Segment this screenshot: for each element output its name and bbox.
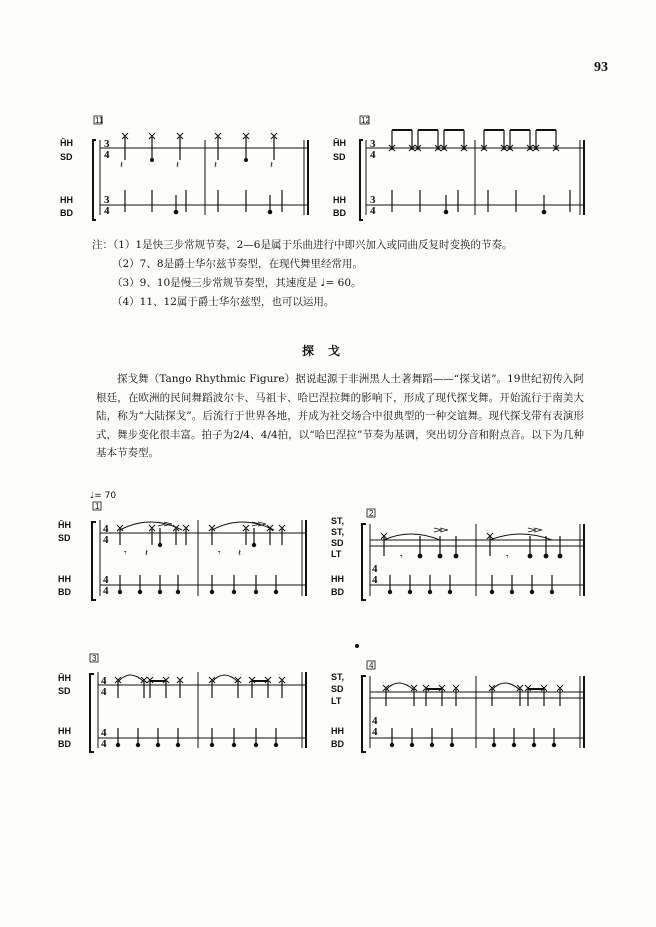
svg-text:3: 3 — [104, 194, 110, 206]
ex12-label-sd: SD — [333, 152, 346, 162]
svg-text:3: 3 — [104, 138, 110, 150]
svg-text:𝄽: 𝄽 — [176, 160, 180, 171]
svg-text:4: 4 — [103, 585, 109, 597]
svg-text:4: 4 — [372, 563, 378, 575]
svg-text:4: 4 — [104, 205, 110, 217]
tango-2-score — [362, 509, 584, 600]
t2-label-bd: BD — [331, 587, 344, 597]
t1-label-hh-top: H̄H — [58, 520, 71, 530]
t1-label-bd: BD — [58, 587, 71, 597]
svg-text:𝄽: 𝄽 — [120, 160, 124, 171]
svg-text:𝄽: 𝄽 — [238, 548, 242, 559]
t4-label-bd: BD — [331, 739, 344, 749]
t1-label-sd: SD — [58, 533, 71, 543]
svg-text:𝄾: 𝄾 — [218, 548, 221, 559]
t2-label-st1: ST, — [331, 516, 345, 526]
svg-text:4: 4 — [101, 686, 107, 698]
svg-text:4: 4 — [101, 675, 107, 687]
intro-paragraph — [96, 370, 584, 463]
example-12-number: 12 — [361, 116, 370, 125]
svg-text:4: 4 — [101, 727, 107, 739]
svg-text:𝄽: 𝄽 — [270, 160, 274, 171]
svg-text:4: 4 — [372, 574, 378, 586]
svg-text:𝄽: 𝄽 — [145, 548, 149, 559]
note-line: 注：（1）1是快三步常规节奏，2—6是属于乐曲进行中即兴加入或同曲反复时变换的节奏。 — [92, 239, 513, 251]
page-number: 93 — [594, 60, 608, 75]
svg-text:𝄾: 𝄾 — [124, 548, 127, 559]
svg-text:4: 4 — [103, 523, 109, 535]
t2-label-sd: SD — [331, 538, 344, 548]
svg-text:4: 4 — [370, 149, 376, 161]
example-11-score — [93, 116, 308, 220]
tango-4-number: 4 — [369, 661, 374, 670]
paragraph-text: 探戈舞（Tango Rhythmic Figure）据说起源于非洲黑人土著舞蹈——“探戈诺”。19世纪初传入阿根廷，在欧洲的民间舞蹈波尔卡、马祖卡、哈巴涅拉舞的影响下，形成了现代探戈舞。开始流行于南美大陆，称为“大陆探戈”。后流行于世界各地，并成为社交场合中很典型的一种交谊舞。现代探戈带有表演形式，舞步变化很丰富。拍子为2/4、4/4拍，以“哈巴涅拉”节奏为基调，突出切分音和附点音。以下为几种基本节奏型。 — [96, 373, 584, 459]
ex12-label-hh-top: H̄H — [333, 138, 346, 148]
svg-text:4: 4 — [372, 715, 378, 727]
t3-label-hh-top: H̄H — [58, 673, 71, 683]
ex11-label-sd: SD — [60, 152, 73, 162]
tango-4-score — [362, 661, 584, 752]
t4-label-hh: HH — [331, 726, 344, 736]
svg-text:𝄾: 𝄾 — [506, 552, 509, 563]
tango-3-number: 3 — [92, 654, 97, 663]
section-title: 探戈 — [301, 344, 354, 358]
ex12-label-hh: HH — [333, 195, 346, 205]
t3-label-hh: HH — [58, 726, 71, 736]
note-line: （3）9、10是慢三步常规节奏型，其速度是 ♩= 60。 — [112, 277, 362, 289]
ex11-label-bd: BD — [60, 208, 73, 218]
t2-label-lt: LT — [331, 549, 342, 559]
t3-label-bd: BD — [58, 739, 71, 749]
t2-label-st2: ST, — [331, 527, 345, 537]
svg-text:3: 3 — [370, 194, 376, 206]
ex11-label-hh-top: H̄H — [60, 138, 73, 148]
note-line: （2）7、8是爵士华尔兹节奏型，在现代舞里经常用。 — [112, 258, 364, 270]
t3-label-sd: SD — [58, 686, 71, 696]
tango-1-number: 1 — [95, 502, 100, 511]
t4-label-lt: LT — [331, 696, 342, 706]
notes-block — [92, 236, 512, 312]
svg-text:3: 3 — [370, 138, 376, 150]
t1-label-hh: HH — [58, 574, 71, 584]
rests — [120, 160, 509, 563]
svg-text:4: 4 — [370, 205, 376, 217]
t2-label-hh: HH — [331, 574, 344, 584]
tempo-marking: ♩= 70 — [90, 491, 117, 501]
svg-text:𝄾: 𝄾 — [400, 552, 403, 563]
svg-text:4: 4 — [372, 726, 378, 738]
example-11-number: 11 — [95, 116, 104, 125]
svg-text:𝄽: 𝄽 — [214, 160, 218, 171]
tango-3-score — [90, 654, 306, 752]
svg-text:4: 4 — [104, 149, 110, 161]
ex12-label-bd: BD — [333, 208, 346, 218]
note-line: （4）11、12属于爵士华尔兹型，也可以运用。 — [112, 296, 335, 308]
t4-label-sd: SD — [331, 684, 344, 694]
svg-text:4: 4 — [101, 738, 107, 750]
example-12-score — [360, 116, 584, 220]
ex11-label-hh: HH — [60, 195, 73, 205]
t4-label-st: ST, — [331, 672, 345, 682]
svg-text:4: 4 — [103, 534, 109, 546]
svg-text:4: 4 — [103, 574, 109, 586]
tango-2-number: 2 — [369, 509, 374, 518]
